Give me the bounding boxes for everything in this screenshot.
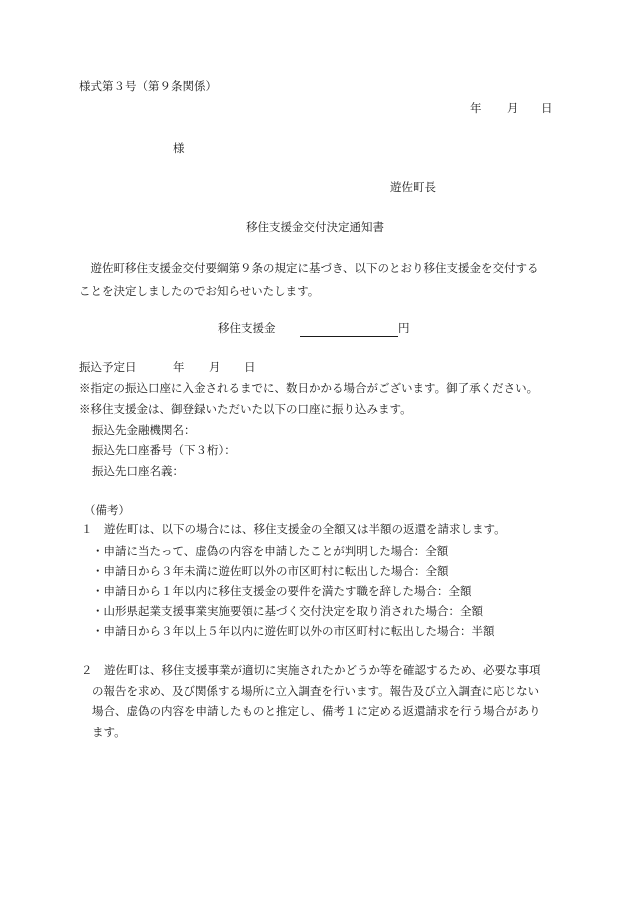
- remarks-item-2-line: の報告を求め、及び関係する場所に立入調査を行います。報告及び立入調査に応じない: [92, 684, 540, 698]
- remarks-item-2-line: 場合、虚偽の内容を申請したものと推定し、備考１に定める返還請求を行う場合があり: [92, 704, 541, 718]
- amount-label: 移住支援金: [218, 321, 276, 335]
- remarks-item-2-line: ２ 遊佐町は、移住支援事業が適切に実施されたかどうか等を確認するため、必要な事項: [81, 663, 541, 677]
- transfer-note-2: ※移住支援金は、御登録いただいた以下の口座に振り込みます。: [79, 402, 412, 416]
- account-number-field: 振込先口座番号（下３桁）：: [92, 443, 236, 457]
- remarks-bullet: ・申請日から１年以内に移住支援金の要件を満たす職を辞した場合：全額: [92, 584, 472, 598]
- transfer-day-label: 日: [244, 360, 256, 374]
- body-text-line-2: ことを決定しましたのでお知らせいたします。: [79, 284, 320, 298]
- remarks-bullet: ・申請日から３年未満に遊佐町以外の市区町村に転出した場合：全額: [92, 564, 449, 578]
- date-day-label: 日: [541, 101, 553, 115]
- account-name-field: 振込先口座名義：: [92, 464, 184, 478]
- addressee-suffix: 様: [173, 141, 185, 155]
- remarks-heading: （備考）: [84, 503, 130, 517]
- transfer-date-label: 振込予定日: [79, 360, 137, 374]
- remarks-bullet: ・山形県起業支援事業実施要領に基づく交付決定を取り消された場合：全額: [92, 604, 483, 618]
- transfer-note-1: ※指定の振込口座に入金されるまでに、数日かかる場合がございます。御了承ください。: [79, 381, 539, 395]
- document-title: 移住支援金交付決定通知書: [246, 220, 384, 234]
- issuer-name: 遊佐町長: [390, 180, 436, 194]
- form-number: 様式第３号（第９条関係）: [79, 79, 217, 93]
- amount-unit: 円: [398, 321, 410, 335]
- transfer-month-label: 月: [209, 360, 221, 374]
- date-month-label: 月: [507, 101, 519, 115]
- remarks-bullet: ・申請日から３年以上５年以内に遊佐町以外の市区町村に転出した場合：半額: [92, 624, 495, 638]
- bank-name-field: 振込先金融機関名：: [92, 423, 196, 437]
- remarks-bullet: ・申請に当たって、虚偽の内容を申請したことが判明した場合：全額: [92, 544, 449, 558]
- remarks-item-2-line: ます。: [92, 725, 126, 739]
- date-year-label: 年: [470, 101, 482, 115]
- amount-blank-line: [300, 323, 398, 337]
- body-text-line-1: 遊佐町移住支援金交付要綱第９条の規定に基づき、以下のとおり移住支援金を交付する: [90, 261, 539, 275]
- transfer-year-label: 年: [173, 360, 185, 374]
- remarks-item-1: １ 遊佐町は、以下の場合には、移住支援金の全額又は半額の返還を請求します。: [81, 522, 506, 536]
